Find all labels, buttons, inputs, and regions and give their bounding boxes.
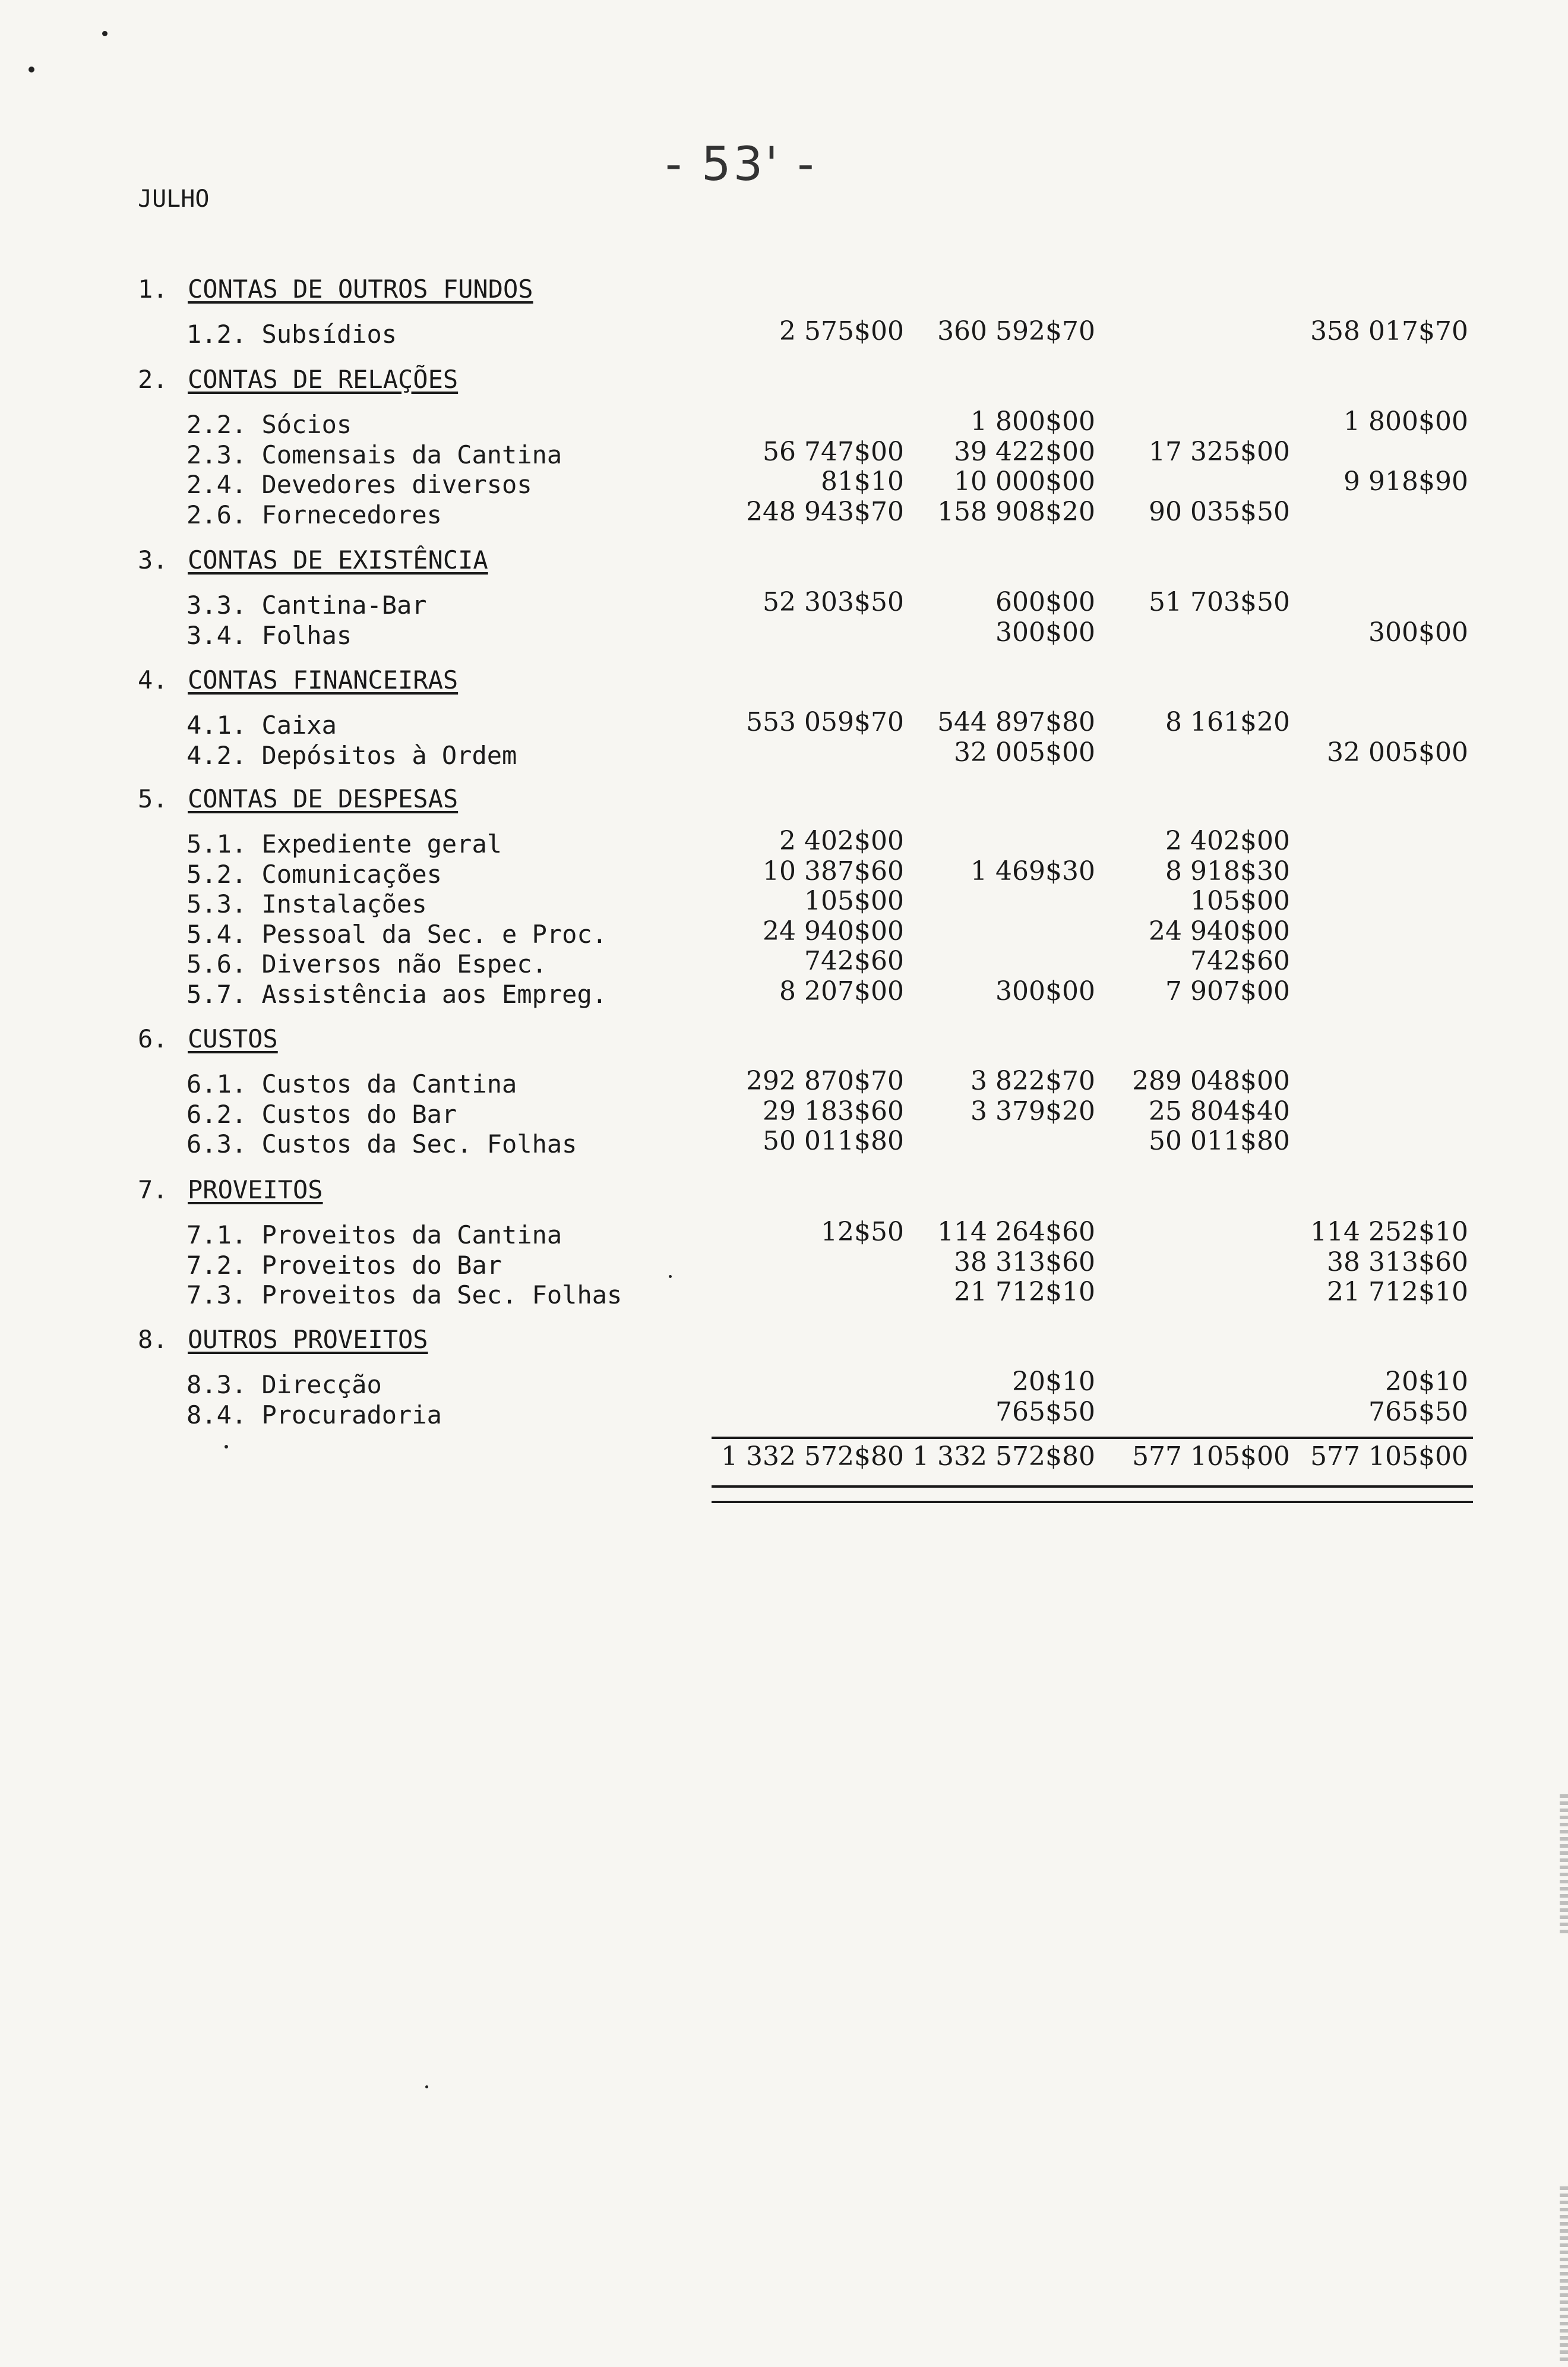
row-label: Assistência aos Empreg. [261,980,608,1009]
scan-edge-mark [1560,1794,1568,1937]
row-label: Fornecedores [261,500,442,529]
scan-speck [425,2085,428,2088]
section-number: 7. [138,1175,168,1204]
row-label: Proveitos da Cantina [261,1220,562,1249]
ledger-row-label [186,1069,517,1099]
row-label: Subsídios [261,320,397,349]
amount-c3: 8 161$20 [1165,707,1290,737]
amount-c1: 29 183$60 [763,1096,904,1126]
ledger-row-label [186,440,562,469]
row-label: Instalações [261,889,427,919]
amount-c3: 8 918$30 [1165,856,1290,886]
ledger-row-label [186,410,352,439]
ledger-row-label [186,470,532,499]
amount-c3: 7 907$00 [1165,976,1290,1006]
amount-c1: 12$50 [821,1217,904,1247]
amount-c4: 114 252$10 [1310,1217,1468,1247]
row-code: 2.2. [186,410,247,439]
total-double-rule-1 [712,1485,1473,1488]
scan-speck [669,1275,672,1278]
amount-c2: 300$00 [995,617,1095,648]
ledger-row-label [186,621,352,650]
amount-c2: 600$00 [995,587,1095,617]
section-heading [138,1325,428,1354]
row-label: Proveitos do Bar [261,1251,502,1280]
scan-speck [225,1445,228,1448]
amount-c2: 38 313$60 [954,1247,1095,1277]
ledger-row-label [186,1400,442,1429]
amount-c4: 20$10 [1385,1366,1468,1397]
amount-c2: 32 005$00 [954,737,1095,768]
row-label: Proveitos da Sec. Folhas [261,1280,622,1309]
section-heading [138,545,488,575]
section-number: 1. [138,274,168,304]
row-label: Direcção [261,1370,382,1399]
row-label: Custos do Bar [261,1100,457,1129]
ledger-row-label [186,889,427,919]
amount-c1: 2 575$00 [779,316,904,346]
row-label: Diversos não Espec. [261,949,547,979]
ledger-row-label [186,1280,622,1309]
row-code: 2.4. [186,470,247,499]
ledger-row-label [186,741,517,770]
amount-c2: 300$00 [995,976,1095,1006]
amount-c2: 3 379$20 [970,1096,1095,1126]
amount-c3: 24 940$00 [1149,916,1290,946]
amount-c2: 765$50 [995,1397,1095,1427]
amount-c1: 248 943$70 [746,497,904,527]
section-heading [138,1024,278,1053]
ledger-row-label [186,860,442,889]
row-code: 3.3. [186,591,247,620]
row-code: 3.4. [186,621,247,650]
amount-c4: 32 005$00 [1327,737,1468,768]
ledger-row-label [186,1100,457,1129]
section-title: CUSTOS [188,1024,278,1053]
row-code: 6.1. [186,1069,247,1099]
amount-c3: 25 804$40 [1149,1096,1290,1126]
row-code: 1.2. [186,320,247,349]
amount-c4: 765$50 [1368,1397,1468,1427]
ledger-row-label [186,829,502,859]
amount-c1: 553 059$70 [746,707,904,737]
section-title: PROVEITOS [188,1175,323,1204]
row-code: 7.2. [186,1251,247,1280]
row-label: Pessoal da Sec. e Proc. [261,920,608,949]
amount-c4: 1 800$00 [1343,406,1468,437]
row-label: Procuradoria [261,1400,442,1429]
row-code: 5.2. [186,860,247,889]
amount-c1: 56 747$00 [763,437,904,467]
row-label: Comensais da Cantina [261,440,562,469]
row-code: 7.3. [186,1280,247,1309]
amount-c1: 105$00 [804,886,904,916]
amount-c1: 8 207$00 [779,976,904,1006]
section-title: CONTAS FINANCEIRAS [188,665,459,695]
row-code: 8.3. [186,1370,247,1399]
row-label: Devedores diversos [261,470,532,499]
amount-c2: 3 822$70 [970,1066,1095,1096]
amount-c2: 544 897$80 [937,707,1095,737]
amount-c1: 2 402$00 [779,826,904,856]
amount-c3: 51 703$50 [1149,587,1290,617]
scan-speck [29,67,34,72]
row-code: 6.2. [186,1100,247,1129]
row-label: Cantina-Bar [261,591,427,620]
amount-c2: 1 800$00 [970,406,1095,437]
row-label: Caixa [261,711,337,740]
ledger-row-label [186,1251,502,1280]
ledger-row-label [186,980,607,1009]
ledger-row-label [186,711,337,740]
row-code: 2.3. [186,440,247,469]
ledger-row-label [186,949,547,979]
amount-c1: 292 870$70 [746,1066,904,1096]
amount-c3: 289 048$00 [1132,1066,1290,1096]
amount-c2: 360 592$70 [937,316,1095,346]
month-heading: JULHO [138,185,210,213]
amount-c4: 300$00 [1368,617,1468,648]
total-double-rule-2 [712,1501,1473,1503]
section-number: 6. [138,1024,168,1053]
section-number: 3. [138,545,168,575]
scan-speck [102,31,108,36]
row-label: Custos da Cantina [261,1069,517,1099]
amount-c1: 81$10 [821,466,904,497]
page-number: - 53' - [665,138,817,191]
scan-edge-mark [1560,2186,1568,2365]
amount-c3: 742$60 [1190,946,1290,976]
amount-c1: 24 940$00 [763,916,904,946]
section-heading [138,1175,323,1204]
total-c4: 577 105$00 [1310,1441,1468,1472]
amount-c4: 38 313$60 [1327,1247,1468,1277]
amount-c2: 158 908$20 [937,497,1095,527]
ledger-row-label [186,1370,382,1399]
total-c2: 1 332 572$80 [912,1441,1095,1472]
row-code: 4.2. [186,741,247,770]
ledger-row-label [186,500,442,529]
row-code: 4.1. [186,711,247,740]
row-code: 2.6. [186,500,247,529]
section-title: CONTAS DE DESPESAS [188,784,459,813]
row-label: Depósitos à Ordem [261,741,517,770]
section-heading [138,365,458,394]
section-number: 4. [138,665,168,695]
amount-c2: 21 712$10 [954,1277,1095,1307]
ledger-row-label [186,1129,577,1159]
amount-c4: 21 712$10 [1327,1277,1468,1307]
row-code: 7.1. [186,1220,247,1249]
section-number: 2. [138,365,168,394]
section-title: CONTAS DE OUTROS FUNDOS [188,274,533,304]
row-label: Expediente geral [261,829,502,859]
row-label: Custos da Sec. Folhas [261,1129,577,1159]
row-code: 5.3. [186,889,247,919]
row-code: 6.3. [186,1129,247,1159]
amount-c2: 20$10 [1012,1366,1095,1397]
ledger-row-label [186,1220,562,1249]
section-title: CONTAS DE RELAÇÕES [188,365,459,394]
row-code: 5.4. [186,920,247,949]
row-label: Comunicações [261,860,442,889]
total-c1: 1 332 572$80 [721,1441,904,1472]
row-code: 5.1. [186,829,247,859]
total-c3: 577 105$00 [1132,1441,1290,1472]
amount-c4: 358 017$70 [1310,316,1468,346]
ledger-row-label [186,591,427,620]
amount-c3: 17 325$00 [1149,437,1290,467]
total-top-rule [712,1437,1473,1439]
row-code: 5.6. [186,949,247,979]
amount-c2: 39 422$00 [954,437,1095,467]
amount-c3: 105$00 [1190,886,1290,916]
section-number: 8. [138,1325,168,1354]
ledger-row-label [186,320,397,349]
amount-c1: 50 011$80 [763,1126,904,1156]
section-heading [138,665,458,695]
section-heading [138,784,458,813]
amount-c1: 742$60 [804,946,904,976]
amount-c2: 1 469$30 [970,856,1095,886]
amount-c1: 10 387$60 [763,856,904,886]
amount-c2: 114 264$60 [937,1217,1095,1247]
row-label: Sócios [261,410,352,439]
amount-c2: 10 000$00 [954,466,1095,497]
amount-c1: 52 303$50 [763,587,904,617]
section-title: OUTROS PROVEITOS [188,1325,428,1354]
section-title: CONTAS DE EXISTÊNCIA [188,545,488,575]
row-code: 5.7. [186,980,247,1009]
section-number: 5. [138,784,168,813]
ledger-row-label [186,920,607,949]
amount-c3: 50 011$80 [1149,1126,1290,1156]
amount-c3: 2 402$00 [1165,826,1290,856]
row-code: 8.4. [186,1400,247,1429]
row-label: Folhas [261,621,352,650]
section-heading [138,274,533,304]
amount-c3: 90 035$50 [1149,497,1290,527]
amount-c4: 9 918$90 [1343,466,1468,497]
